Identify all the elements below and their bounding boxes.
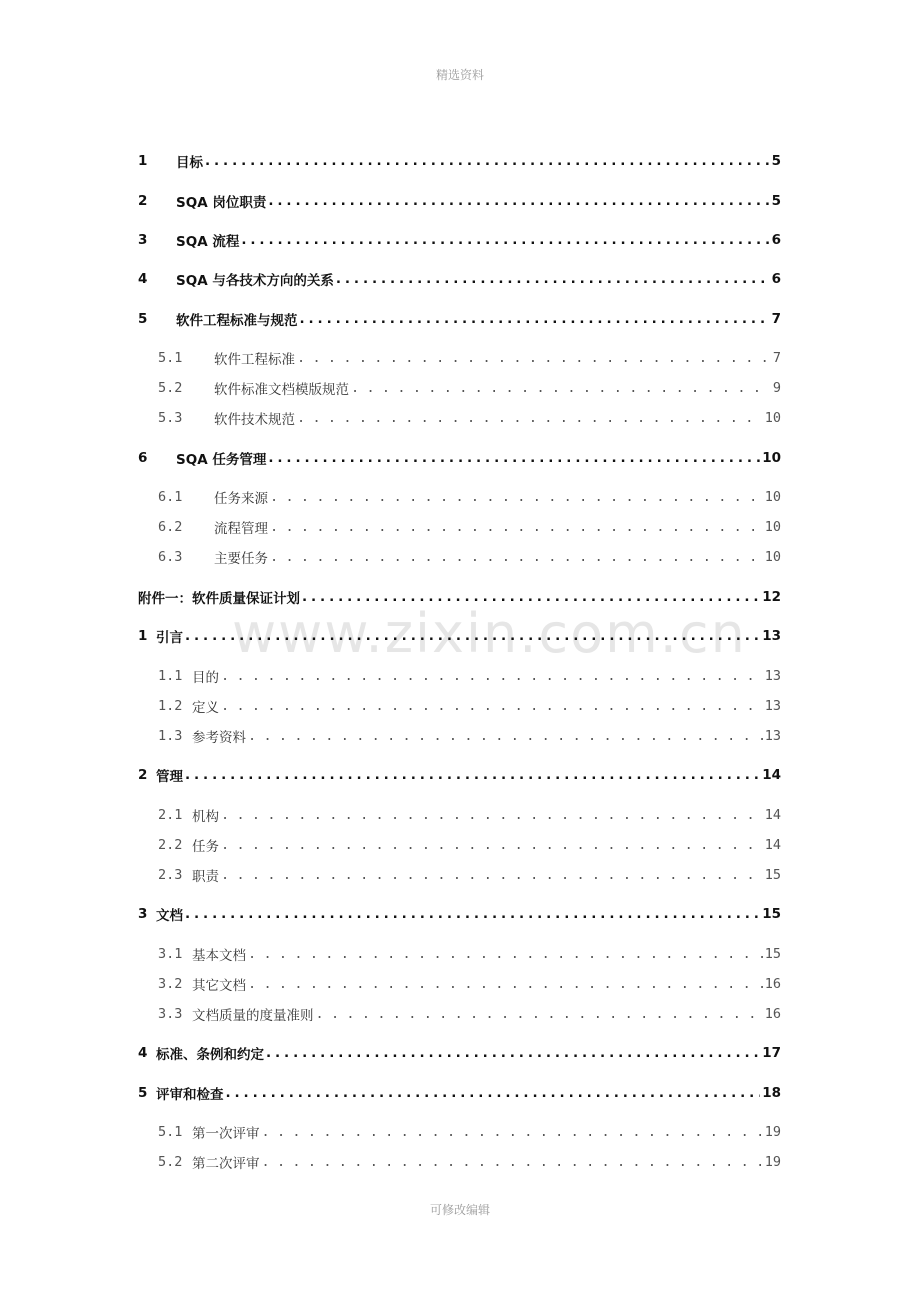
toc-title: 机构 [192,809,219,825]
page-footer: 可修改编辑 [429,1203,490,1217]
toc-title: SQA 与各技术方向的关系 [176,273,334,289]
toc-title: 引言 [156,630,183,646]
toc-entry[interactable] [138,229,781,251]
toc-page: 16 [764,1006,781,1022]
toc-title: 标准、条例和约定 [156,1047,264,1063]
toc-number: 5 [138,311,148,327]
toc-page: 14 [762,767,781,783]
toc-entry[interactable] [158,486,781,508]
toc-entry[interactable] [158,834,781,856]
dot-leader [262,1154,763,1170]
watermark: www.zixin.com.cn [232,602,747,665]
toc-number: 6.3 [158,549,183,565]
dot-leader [302,589,760,605]
toc-number: 2.1 [158,807,183,823]
toc-title: 流程管理 [214,521,268,537]
toc-title: SQA 任务管理 [176,452,267,468]
dot-leader [248,976,763,992]
toc-title: 附件一：软件质量保证计划 [138,591,300,607]
toc-entry[interactable] [158,1151,781,1173]
dot-leader [336,271,770,287]
toc-number: 6 [138,450,148,466]
toc-page: 5 [771,193,781,209]
toc-title: 评审和检查 [156,1087,224,1103]
toc-title: 任务 [192,839,219,855]
toc-page: 6 [771,271,781,287]
toc-number: 6.1 [158,489,183,505]
toc-page: 10 [764,410,781,426]
toc-title: 目的 [192,670,219,686]
toc-page: 13 [764,668,781,684]
toc-page: 19 [764,1154,781,1170]
dot-leader [185,628,760,644]
toc-entry[interactable] [138,903,781,925]
toc-entry[interactable] [138,764,781,786]
dot-leader [221,867,763,883]
toc-title: SQA 流程 [176,234,240,250]
toc-number: 2 [138,193,148,209]
toc-entry[interactable] [138,586,781,608]
toc-entry[interactable] [158,695,781,717]
toc-entry[interactable] [158,1121,781,1143]
toc-entry[interactable] [138,308,781,330]
toc-entry[interactable] [158,864,781,886]
toc-title: 定义 [192,700,219,716]
toc-number: 4 [138,271,148,287]
dot-leader [270,519,763,535]
toc-title: 软件工程标准与规范 [176,313,298,329]
toc-number: 3 [138,906,148,922]
dot-leader [221,837,763,853]
dot-leader [297,410,763,426]
dot-leader [316,1006,763,1022]
dot-leader [221,807,763,823]
dot-leader [268,193,769,209]
toc-page: 13 [762,628,781,644]
toc-page: 10 [764,489,781,505]
toc-number: 1.1 [158,668,183,684]
toc-title: 软件标准文档模版规范 [214,382,349,398]
page-header: 精选资料 [435,68,484,82]
toc-page: 6 [771,232,781,248]
toc-page: 16 [764,976,781,992]
toc-number: 2 [138,767,148,783]
toc-number: 2.2 [158,837,183,853]
toc-entry[interactable] [158,516,781,538]
toc-page: 10 [764,549,781,565]
toc-entry[interactable] [158,804,781,826]
toc-page: 10 [764,519,781,535]
dot-leader [268,450,760,466]
toc-entry[interactable] [158,377,781,399]
toc-entry[interactable] [158,665,781,687]
toc-entry[interactable] [138,447,781,469]
toc-number: 1 [138,153,148,169]
toc-entry[interactable] [158,1003,781,1025]
toc-number: 5.2 [158,1154,183,1170]
dot-leader [241,232,769,248]
toc-number: 5.1 [158,1124,183,1140]
dot-leader [221,668,763,684]
dot-leader [248,946,763,962]
toc-number: 4 [138,1045,148,1061]
toc-number: 3.3 [158,1006,183,1022]
toc-number: 6.2 [158,519,183,535]
dot-leader [351,380,771,396]
toc-title: 其它文档 [192,978,246,994]
toc-entry[interactable] [138,625,781,647]
toc-page: 15 [762,906,781,922]
toc-title: 基本文档 [192,948,246,964]
dot-leader [205,153,770,169]
toc-title: SQA 岗位职责 [176,195,267,211]
toc-entry[interactable] [158,347,781,369]
dot-leader [185,767,760,783]
toc-page: 14 [764,837,781,853]
toc-number: 5.1 [158,350,183,366]
toc-page: 15 [764,867,781,883]
toc-title: 任务来源 [214,491,268,507]
toc-title: 管理 [156,769,183,785]
toc-page: 18 [762,1085,781,1101]
toc-number: 2.3 [158,867,183,883]
toc-page: 19 [764,1124,781,1140]
toc-page: 7 [771,311,781,327]
toc-title: 软件工程标准 [214,352,295,368]
toc-title: 参考资料 [192,730,246,746]
toc-title: 职责 [192,869,219,885]
toc-entry[interactable] [158,973,781,995]
dot-leader [262,1124,763,1140]
toc-number: 5.3 [158,410,183,426]
toc-entry[interactable] [158,546,781,568]
toc-entry[interactable] [158,725,781,747]
dot-leader [226,1085,761,1101]
toc-number: 1.2 [158,698,183,714]
toc-entry[interactable] [138,268,781,290]
toc-page: 12 [762,589,781,605]
toc-entry[interactable] [138,190,781,212]
toc-page: 10 [762,450,781,466]
toc-number: 3.1 [158,946,183,962]
toc-entry[interactable] [138,1042,781,1064]
dot-leader [270,489,763,505]
toc-page: 7 [772,350,781,366]
toc-title: 文档质量的度量准则 [192,1008,314,1024]
toc-number: 3 [138,232,148,248]
toc-page: 9 [772,380,781,396]
toc-entry[interactable] [138,150,781,172]
toc-entry[interactable] [138,1082,781,1104]
dot-leader [300,311,770,327]
toc-title: 第二次评审 [192,1156,260,1172]
toc-number: 3.2 [158,976,183,992]
toc-page: 5 [771,153,781,169]
toc-page: 13 [764,728,781,744]
dot-leader [266,1045,760,1061]
dot-leader [221,698,763,714]
toc-entry[interactable] [158,407,781,429]
toc-page: 17 [762,1045,781,1061]
toc-number: 1 [138,628,148,644]
toc-title: 文档 [156,908,183,924]
toc-title: 目标 [176,155,203,171]
dot-leader [297,350,771,366]
dot-leader [185,906,760,922]
toc-number: 1.3 [158,728,183,744]
toc-number: 5 [138,1085,148,1101]
toc-title: 第一次评审 [192,1126,260,1142]
toc-page: 15 [764,946,781,962]
toc-entry[interactable] [158,943,781,965]
toc-title: 软件技术规范 [214,412,295,428]
toc-page: 14 [764,807,781,823]
toc-number: 5.2 [158,380,183,396]
dot-leader [270,549,763,565]
toc-title: 主要任务 [214,551,268,567]
toc-page: 13 [764,698,781,714]
dot-leader [248,728,763,744]
